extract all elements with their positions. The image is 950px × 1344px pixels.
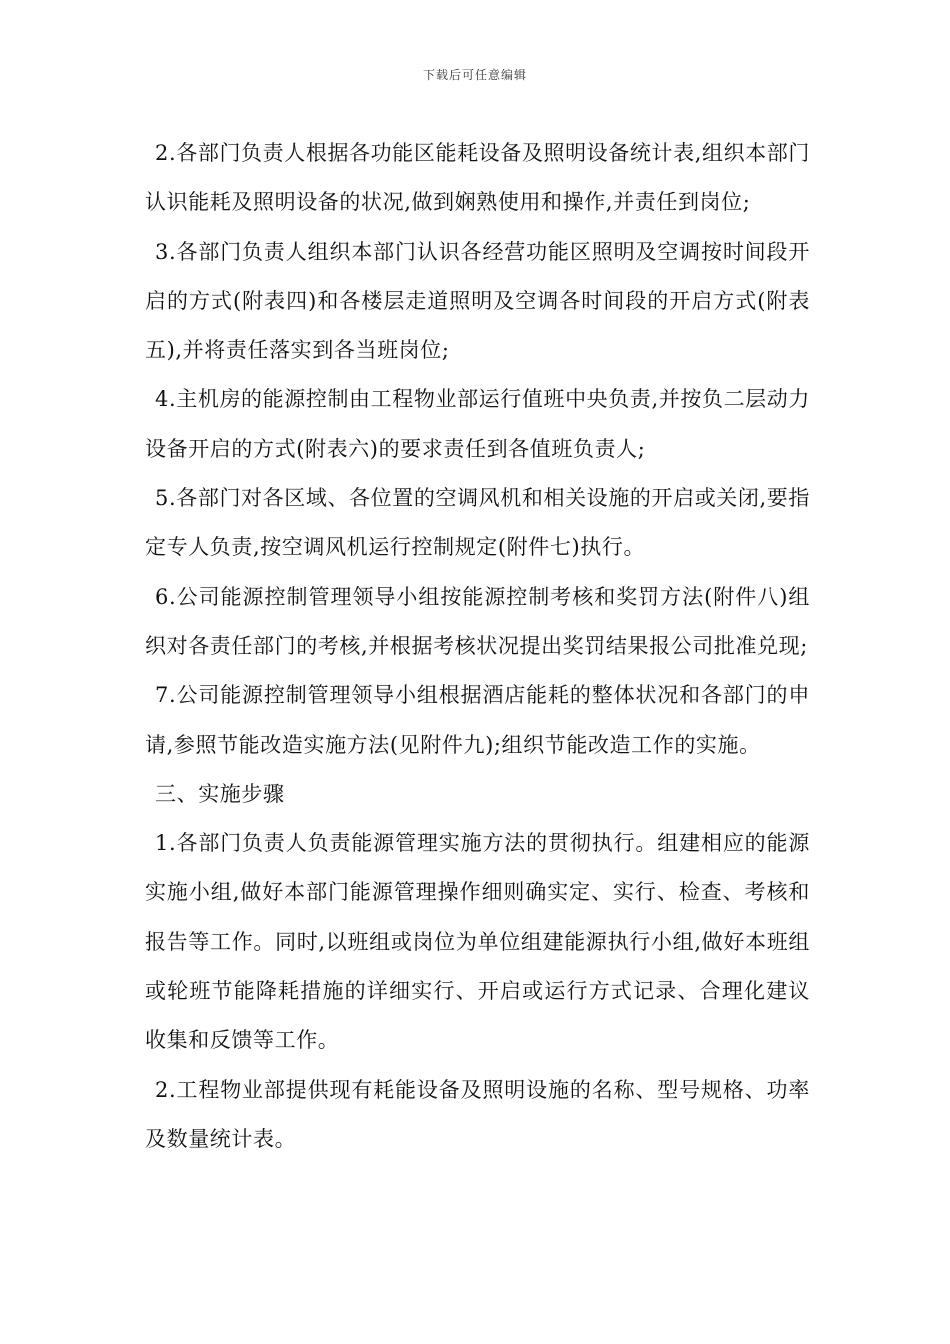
- page-header: 下载后可任意编辑: [422, 68, 527, 82]
- document-body: [145, 129, 810, 1164]
- paragraph-item-4: 4.主机房的能源控制由工程物业部运行值班中央负责,并按负二层动力设备开启的方式(附表六)的要求责任到各值班负责人;: [145, 387, 810, 461]
- section-heading: 三、实施步骤: [155, 781, 285, 806]
- paragraph-item-2: 2.各部门负责人根据各功能区能耗设备及照明设备统计表,组织本部门认识能耗及照明设备的状况,做到娴熟使用和操作,并责任到岗位;: [145, 141, 810, 215]
- paragraph-item-5: 5.各部门对各区域、各位置的空调风机和相关设施的开启或关闭,要指定专人负责,按空调风机运行控制规定(附件七)执行。: [145, 486, 810, 560]
- paragraph-item-3: 3.各部门负责人组织本部门认识各经营功能区照明及空调按时间段开启的方式(附表四)和各楼层走道照明及空调各时间段的开启方式(附表五),并将责任落实到各当班岗位;: [145, 239, 810, 363]
- step-item-1: 1.各部门负责人负责能源管理实施方法的贯彻执行。组建相应的能源实施小组,做好本部门能源管理操作细则确实定、实行、检查、考核和报告等工作。同时,以班组或岗位为单位组建能源执行小组,做好本班组或轮班节能降耗措施的详细实行、开启或运行方式记录、合理化建议收集和反馈等工作。: [145, 831, 810, 1053]
- paragraph-item-6: 6.公司能源控制管理领导小组按能源控制考核和奖罚方法(附件八)组织对各责任部门的考核,并根据考核状况提出奖罚结果报公司批准兑现;: [145, 584, 810, 658]
- step-item-2: 2.工程物业部提供现有耗能设备及照明设施的名称、型号规格、功率及数量统计表。: [145, 1077, 810, 1151]
- paragraph-item-7: 7.公司能源控制管理领导小组根据酒店能耗的整体状况和各部门的申请,参照节能改造实施方法(见附件九);组织节能改造工作的实施。: [145, 683, 810, 757]
